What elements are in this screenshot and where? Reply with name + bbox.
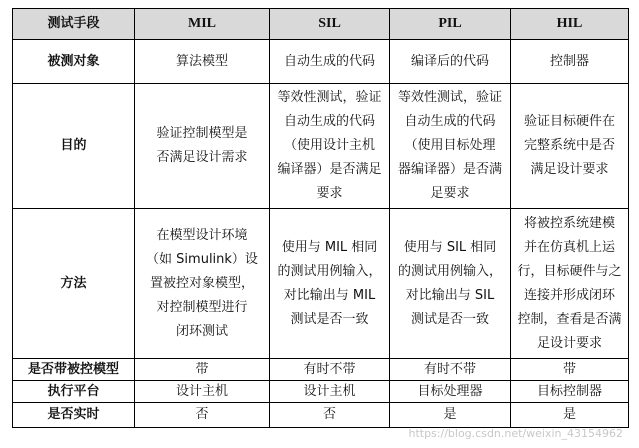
row-label-test-object: 被测对象 bbox=[13, 40, 135, 84]
cell-mil-purpose-text: 验证控制模型是 否满足设计需求 bbox=[156, 126, 248, 165]
header-test-method: 测试手段 bbox=[13, 9, 135, 40]
cell-hil-test-object: 控制器 bbox=[511, 40, 629, 84]
table-row-plant-model bbox=[13, 359, 629, 381]
cell-mil-method-text: 在模型设计环境 （如 Simulink）设 置被控对象模型， 对控制模型进行 闭环测试 bbox=[146, 227, 258, 339]
test-method-comparison-table bbox=[12, 8, 629, 428]
cell-hil-method bbox=[511, 209, 629, 359]
cell-pil-realtime: 是 bbox=[390, 403, 511, 428]
table-row-realtime bbox=[13, 403, 629, 428]
cell-sil-method bbox=[270, 209, 390, 359]
cell-hil-platform: 目标控制器 bbox=[511, 381, 629, 403]
cell-mil-platform: 设计主机 bbox=[135, 381, 270, 403]
cell-pil-method bbox=[390, 209, 511, 359]
header-hil: HIL bbox=[511, 9, 629, 40]
cell-mil-purpose bbox=[135, 84, 270, 209]
row-label-plant-model: 是否带被控模型 bbox=[13, 359, 135, 381]
cell-sil-realtime: 否 bbox=[270, 403, 390, 428]
cell-pil-purpose bbox=[390, 84, 511, 209]
header-pil: PIL bbox=[390, 9, 511, 40]
cell-hil-realtime: 是 bbox=[511, 403, 629, 428]
row-label-method: 方法 bbox=[13, 209, 135, 359]
header-sil: SIL bbox=[270, 9, 390, 40]
cell-pil-purpose-text: 等效性测试，验证 自动生成的代码 （使用目标处理 器编译器）是否满 足要求 bbox=[397, 90, 502, 201]
cell-hil-method-text: 将被控系统建模 并在仿真机上运 行，目标硬件与之 连接并形成闭环 控制，查看是否满 足设计要求 bbox=[517, 215, 622, 351]
cell-mil-realtime: 否 bbox=[135, 403, 270, 428]
table-row-method bbox=[13, 209, 629, 359]
comparison-table-wrapper bbox=[12, 8, 629, 428]
table-row-test-object bbox=[13, 40, 629, 84]
cell-hil-purpose bbox=[511, 84, 629, 209]
cell-mil-plant-model: 带 bbox=[135, 359, 270, 381]
cell-hil-plant-model: 带 bbox=[511, 359, 629, 381]
table-row-purpose bbox=[13, 84, 629, 209]
watermark-url: https://blog.csdn.net/weixin_43154962 bbox=[408, 427, 623, 440]
cell-pil-test-object: 编译后的代码 bbox=[390, 40, 511, 84]
row-label-purpose: 目的 bbox=[13, 84, 135, 209]
cell-sil-platform: 设计主机 bbox=[270, 381, 390, 403]
cell-mil-test-object: 算法模型 bbox=[135, 40, 270, 84]
cell-pil-method-text: 使用与 SIL 相同 的测试用例输入， 对比输出与 SIL 测试是否一致 bbox=[397, 239, 502, 327]
cell-sil-purpose bbox=[270, 84, 390, 209]
cell-sil-method-text: 使用与 MIL 相同 的测试用例输入， 对比输出与 MIL 测试是否一致 bbox=[277, 239, 382, 327]
table-header-row bbox=[13, 9, 629, 40]
cell-sil-plant-model: 有时不带 bbox=[270, 359, 390, 381]
cell-pil-platform: 目标处理器 bbox=[390, 381, 511, 403]
row-label-realtime: 是否实时 bbox=[13, 403, 135, 428]
table-row-platform bbox=[13, 381, 629, 403]
cell-mil-method bbox=[135, 209, 270, 359]
row-label-platform: 执行平台 bbox=[13, 381, 135, 403]
cell-hil-purpose-text: 验证目标硬件在 完整系统中是否 满足设计要求 bbox=[523, 114, 615, 177]
cell-sil-test-object: 自动生成的代码 bbox=[270, 40, 390, 84]
cell-sil-purpose-text: 等效性测试，验证 自动生成的代码 （使用设计主机 编译器）是否满足 要求 bbox=[277, 90, 382, 201]
header-mil: MIL bbox=[135, 9, 270, 40]
cell-pil-plant-model: 有时不带 bbox=[390, 359, 511, 381]
